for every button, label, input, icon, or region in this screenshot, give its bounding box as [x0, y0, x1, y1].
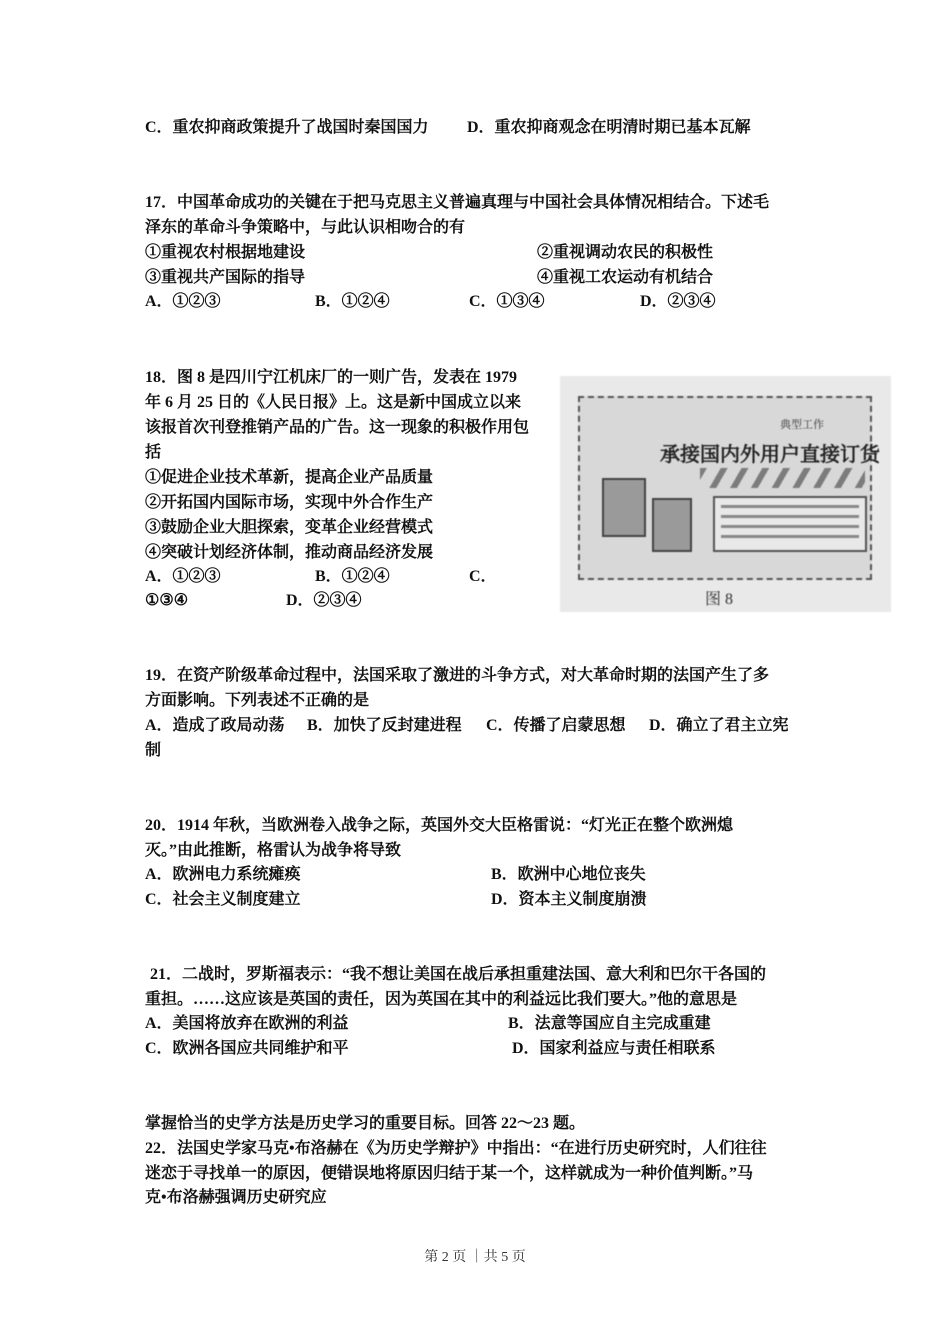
option-d: D．国家利益应与责任相联系	[512, 1040, 716, 1057]
statement-item: ③重视共产国际的指导	[145, 269, 306, 286]
option-c-content: ①③④	[145, 592, 189, 609]
figure-caption: 图 8	[705, 591, 734, 608]
question-stem: 括	[145, 444, 162, 461]
question-stem: 迷恋于寻找单一的原因，便错误地将原因归结于某一个，这样就成为一种价值判断。”马	[145, 1165, 754, 1182]
option-d-wrap: 制	[145, 742, 162, 759]
question-stem: 年 6 月 25 日的《人民日报》上。这是新中国成立以来	[145, 394, 522, 411]
statement-item: ②开拓国内国际市场，实现中外合作生产	[145, 494, 434, 511]
figure-8-newspaper-ad	[560, 376, 891, 612]
ad-text-box	[713, 496, 867, 552]
question-stem: 泽东的革命斗争策略中，与此认识相吻合的有	[145, 219, 466, 236]
ad-subtitle: 典型工作	[780, 418, 824, 431]
option-b: B．欧洲中心地位丧失	[491, 866, 646, 883]
statement-item: ①促进企业技术革新，提高企业产品质量	[145, 469, 434, 486]
machine-parts-illustration	[700, 468, 865, 488]
statement-item: ①重视农村根据地建设	[145, 244, 306, 261]
option-d: D．资本主义制度崩溃	[491, 891, 647, 908]
question-stem: 该报首次刊登推销产品的广告。这一现象的积极作用包	[145, 419, 530, 436]
option-b: B．加快了反封建进程	[307, 717, 462, 734]
question-stem: 20．1914 年秋，当欧洲卷入战争之际，英国外交大臣格雷说：“灯光正在整个欧洲熄	[145, 817, 734, 834]
machine-tool-illustration	[652, 498, 692, 552]
question-stem: 19．在资产阶级革命过程中，法国采取了激进的斗争方式，对大革命时期的法国产生了多	[145, 667, 770, 684]
option-a: A．欧洲电力系统瘫痪	[145, 866, 301, 883]
option-d: D．重农抑商观念在明清时期已基本瓦解	[467, 119, 751, 136]
statement-item: ④重视工农运动有机结合	[537, 269, 714, 286]
machine-tool-illustration	[602, 478, 646, 537]
question-stem: 21．二战时，罗斯福表示：“我不想让美国在战后承担重建法国、意大利和巴尔干各国的	[150, 966, 767, 983]
option-b: B．①②④	[315, 568, 390, 585]
question-stem: 22．法国史学家马克•布洛赫在《为历史学辩护》中指出：“在进行历史研究时，人们往往	[145, 1140, 767, 1157]
option-a: A．①②③	[145, 293, 221, 310]
statement-item: ③鼓励企业大胆探索，变革企业经营模式	[145, 519, 434, 536]
option-c: C．社会主义制度建立	[145, 891, 301, 908]
option-c: C．	[469, 568, 497, 585]
ad-image	[578, 396, 880, 580]
question-stem: 灭。”由此推断，格雷认为战争将导致	[145, 842, 402, 859]
statement-item: ④突破计划经济体制，推动商品经济发展	[145, 544, 434, 561]
option-a: A．美国将放弃在欧洲的利益	[145, 1015, 349, 1032]
option-d: D．确立了君主立宪	[649, 717, 789, 734]
option-a: A．①②③	[145, 568, 221, 585]
option-c: C．重农抑商政策提升了战国时秦国国力	[145, 119, 429, 136]
option-b: B．①②④	[315, 293, 390, 310]
statement-item: ②重视调动农民的积极性	[537, 244, 714, 261]
option-a: A．造成了政局动荡	[145, 717, 285, 734]
question-stem: 方面影响。下列表述不正确的是	[145, 692, 370, 709]
option-c: C．欧洲各国应共同维护和平	[145, 1040, 349, 1057]
section-intro: 掌握恰当的史学方法是历史学习的重要目标。回答 22～23 题。	[145, 1115, 586, 1132]
question-stem: 重担。……这应该是英国的责任，因为英国在其中的利益远比我们要大。”他的意思是	[145, 991, 738, 1008]
question-stem: 克•布洛赫强调历史研究应	[145, 1189, 327, 1206]
page-footer: 第 2 页 ｜共 5 页	[424, 1250, 526, 1265]
option-c: C．传播了启蒙思想	[486, 717, 626, 734]
question-stem: 18．图 8 是四川宁江机床厂的一则广告，发表在 1979	[145, 369, 518, 386]
question-stem: 17．中国革命成功的关键在于把马克思主义普遍真理与中国社会具体情况相结合。下述毛	[145, 194, 770, 211]
option-c: C．①③④	[469, 293, 545, 310]
option-d: D．②③④	[286, 592, 362, 609]
ad-headline: 承接国内外用户直接订货	[660, 442, 880, 466]
option-b: B．法意等国应自主完成重建	[508, 1015, 711, 1032]
option-d: D．②③④	[640, 293, 716, 310]
